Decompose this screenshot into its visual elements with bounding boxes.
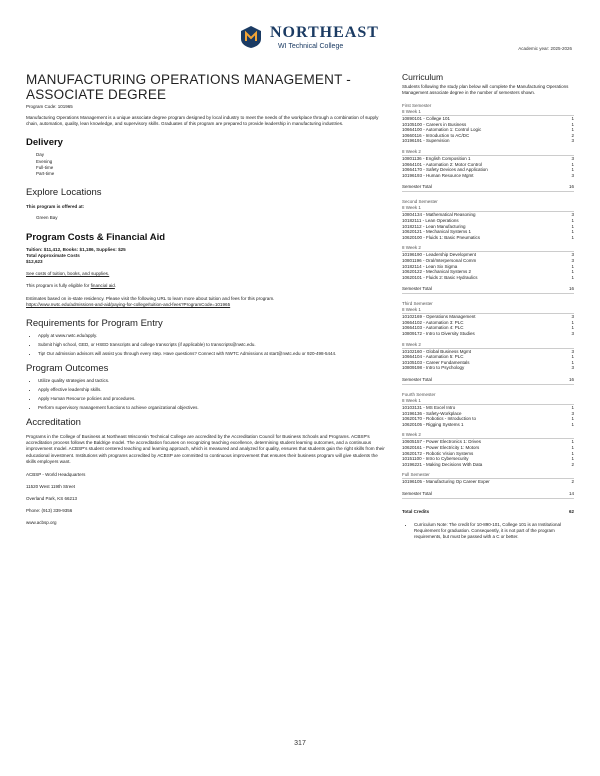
list-item: • Apply Human Resource policies and procedures. xyxy=(38,396,388,402)
course-credits: 3 xyxy=(571,348,574,354)
semester-name: Second Semester xyxy=(402,199,438,205)
week-label: 8 Week 1 xyxy=(402,398,421,404)
logo-subtitle: WI Technical College xyxy=(278,43,344,50)
course-credits: 1 xyxy=(571,274,574,280)
delivery-heading: Delivery xyxy=(26,137,63,149)
course-credits: 3 xyxy=(571,257,574,263)
outcomes-list xyxy=(26,378,388,411)
list-item: • Tip! Our admission advisors will assist you through every step. Have questions? Connect with NWTC Admissions at start@nwtc.edu or 920-498-5444. xyxy=(38,351,388,357)
financial-aid-link[interactable]: financial aid xyxy=(90,283,115,289)
course-name: 10196191 - Supervision xyxy=(402,138,450,144)
estimate-note: Estimates based on in-state residency. Please visit the following URL to learn more about tuition and fees for this program. xyxy=(26,295,275,301)
requirements-list xyxy=(26,333,388,357)
locations-heading: Explore Locations xyxy=(26,187,102,199)
delivery-list xyxy=(26,152,388,177)
semester-total-label: Semester Total xyxy=(402,184,432,190)
course-name: 10620172 - Robotic Vision Systems xyxy=(402,450,474,456)
offered-at-label: This program is offered at: xyxy=(26,204,85,210)
course-credits: 1 xyxy=(571,223,574,229)
semester-total-row xyxy=(402,184,574,192)
course-credits: 1 xyxy=(571,439,574,445)
course-credits: 1 xyxy=(571,359,574,365)
week-label: 8 Week 1 xyxy=(402,205,421,211)
week-label: 8 Week 2 xyxy=(402,432,421,438)
semester-total-row xyxy=(402,377,574,385)
course-name: 10605157 - Power Electronics 1: Drives xyxy=(402,439,482,445)
course-credits: 3 xyxy=(571,252,574,258)
semester-name: Fourth Semester xyxy=(402,392,436,398)
course-credits: 3 xyxy=(571,410,574,416)
eligibility-prefix: This program is fully eligible for xyxy=(26,283,91,289)
course-name: 10105100 - Careers in Business xyxy=(402,121,467,127)
course-credits: 3 xyxy=(571,212,574,218)
semester-name: Third Semester xyxy=(402,301,433,307)
course-name: 10620100 - Fluids 1: Basic Pneumatics xyxy=(402,234,481,240)
semester-total-label: Semester Total xyxy=(402,286,432,292)
program-description: Manufacturing Operations Management is a unique associate degree program designed by local industry to meet the needs of the workplace through a combination of supply chain, automation, quality, lean knowledge, and supervisory skills. Graduates of this program are prepared to provide leadership in manufacturing industries. xyxy=(26,115,379,127)
semester-total-row xyxy=(402,286,574,294)
total-costs-label: Total Approximate Costs xyxy=(26,252,80,258)
course-row xyxy=(402,365,574,371)
course-name: 10804134 - Mathematical Reasoning xyxy=(402,212,476,218)
curriculum-panel xyxy=(402,72,574,540)
course-credits: 3 xyxy=(571,331,574,337)
course-credits: 1 xyxy=(571,263,574,269)
course-name: 10182114 - Lean Six Sigma xyxy=(402,263,458,269)
course-name: 10664100 - Automation 1: Control Logic xyxy=(402,127,482,133)
estimate-text xyxy=(26,296,388,308)
academic-year: Academic year: 2025-2026 xyxy=(518,46,572,51)
course-name: 10620105 - Rigging Systems 1 xyxy=(402,421,464,427)
course-credits: 1 xyxy=(571,319,574,325)
course-name: 10620161 - Power Electricity 1: Motors xyxy=(402,445,480,450)
course-name: 10664101 - Automation 2: Motor Control xyxy=(402,161,483,167)
course-credits: 1 xyxy=(571,217,574,223)
course-name: 10182112 - Lean Manufacturing xyxy=(402,223,466,229)
semester-total-value: 16 xyxy=(568,184,574,190)
week-label: Full Semester xyxy=(402,472,430,478)
course-credits: 1 xyxy=(571,161,574,167)
course-credits: 1 xyxy=(571,116,574,121)
course-row xyxy=(402,138,574,144)
list-item: • Apply at www.nwtc.edu/apply. xyxy=(38,333,388,339)
course-credits: 2 xyxy=(571,132,574,138)
semester-total-row xyxy=(402,491,574,499)
course-name: 10196193 - Human Resource Mgmt xyxy=(402,172,474,178)
course-credits: 3 xyxy=(571,172,574,178)
total-costs-value: $12,623 xyxy=(26,259,43,265)
address-line: ACBSP - World Headquarters xyxy=(26,472,86,478)
course-name: 10801196 - Oral/Interpersonal Comm xyxy=(402,257,477,263)
tuition-url-link[interactable]: https://www.nwtc.edu/admissions-and-aid/paying-for-college/tuition-and-fees?ProgramCode=101965 xyxy=(26,301,231,307)
course-credits: 3 xyxy=(571,314,574,320)
course-credits: 1 xyxy=(571,167,574,173)
course-credits: 1 xyxy=(571,229,574,235)
curriculum-heading: Curriculum xyxy=(402,72,444,82)
course-row xyxy=(402,422,574,428)
course-name: 10620101 - Fluids 2: Basic Hydraulics xyxy=(402,274,478,280)
course-name: 10103131 - MS Excel Intro xyxy=(402,405,456,411)
course-credits: 1 xyxy=(571,416,574,422)
course-name: 10105103 - Career Fundamentals xyxy=(402,359,470,365)
costs-heading: Program Costs & Financial Aid xyxy=(26,231,166,243)
course-name: 10809198 - Intro to Psychology xyxy=(402,365,465,371)
semester-name: First Semester xyxy=(402,103,432,108)
week-label: 8 Week 1 xyxy=(402,307,421,313)
course-name: 10664103 - Automation 4: PLC xyxy=(402,325,464,331)
accreditation-heading: Accreditation xyxy=(26,417,81,429)
outcomes-heading: Program Outcomes xyxy=(26,363,109,375)
course-credits: 1 xyxy=(571,121,574,127)
week-label: 8 Week 2 xyxy=(402,341,421,347)
list-item: Full-time xyxy=(36,164,54,170)
course-name: 10196221 - Making Decisions With Data xyxy=(402,461,483,467)
total-credits-row xyxy=(402,509,574,514)
course-credits: 1 xyxy=(571,421,574,427)
course-credits: 1 xyxy=(571,456,574,462)
curriculum-note xyxy=(402,522,574,540)
course-name: 10620121 - Mechanical Systems 1 xyxy=(402,229,472,235)
course-name: 10620122 - Mechanical Systems 2 xyxy=(402,269,472,275)
course-name: 10664104 - Automation 5: PLC xyxy=(402,354,464,360)
program-title: MANUFACTURING OPERATIONS MANAGEMENT - ASSOCIATE DEGREE xyxy=(26,72,351,102)
total-credits-label: Total Credits xyxy=(402,508,430,514)
address-line: 11520 West 119th Street xyxy=(26,484,76,490)
college-logo[interactable] xyxy=(240,22,379,56)
requirements-heading: Requirements for Program Entry xyxy=(26,318,163,330)
course-credits: 1 xyxy=(571,269,574,275)
course-credits: 2 xyxy=(571,479,574,485)
course-name: 10196136 - Safety-Workplace xyxy=(402,410,462,416)
semester-list xyxy=(402,103,574,499)
course-name: 10182111 - Lean Operations xyxy=(402,217,459,223)
logo-mark-icon xyxy=(240,25,262,49)
course-row xyxy=(402,275,574,281)
course-credits: 1 xyxy=(571,354,574,360)
address-line: Overland Park, KS 66213 xyxy=(26,496,78,502)
course-name: 10664102 - Automation 3: PLC xyxy=(402,319,464,325)
course-row xyxy=(402,331,574,337)
eligibility-suffix: . xyxy=(114,283,117,289)
course-name: 10809172 - Intro to Diversity Studies xyxy=(402,331,475,337)
page-number: 317 xyxy=(294,740,306,747)
list-item: Evening xyxy=(36,158,53,164)
logo-name: NORTHEAST xyxy=(270,24,379,41)
course-credits: 1 xyxy=(571,445,574,450)
course-name: 10660116 - Introduction to AC/DC xyxy=(402,132,470,138)
course-name: 10102169 - Operations Management xyxy=(402,314,476,320)
course-credits: 3 xyxy=(571,155,574,161)
course-credits: 3 xyxy=(571,365,574,371)
tuition-text: Tuition: $11,412, Books: $1,186, Supplies: $25 xyxy=(26,246,126,252)
total-credits-value: 62 xyxy=(568,508,574,514)
course-credits: 3 xyxy=(571,138,574,144)
program-details xyxy=(26,72,388,525)
accreditation-address xyxy=(26,472,388,525)
list-item: • Apply effective leadership skills. xyxy=(38,387,388,393)
list-item: • Utilize quality strategies and tactics. xyxy=(38,378,388,384)
list-item: Day xyxy=(36,152,45,158)
course-row xyxy=(402,462,574,468)
program-code: Program Code: 101965 xyxy=(26,104,73,109)
list-item: • Perform supervisory management functions to achieve organizational objectives. xyxy=(38,405,388,411)
course-row xyxy=(402,235,574,241)
list-item: Part-time xyxy=(36,171,55,177)
curriculum-intro: Students following the study plan below will complete the Manufacturing Operations Management associate degree in the number of semesters shown. xyxy=(402,84,569,95)
course-credits: 1 xyxy=(571,450,574,456)
semester-total-label: Semester Total xyxy=(402,490,432,496)
semester-total-value: 16 xyxy=(568,377,574,383)
course-credits: 1 xyxy=(571,127,574,133)
accreditor-website-link[interactable]: www.acbsp.org xyxy=(26,520,57,526)
course-row xyxy=(402,173,574,179)
semester-total-label: Semester Total xyxy=(402,377,432,383)
semester-total-value: 16 xyxy=(568,286,574,292)
course-name: 10664170 - Safety Devices and Application xyxy=(402,167,488,173)
locations-list xyxy=(26,215,388,221)
course-name: 10102160 - Global Business Mgmt xyxy=(402,348,472,354)
course-name: 10620170 - Robotics - Introduction to xyxy=(402,416,477,422)
eligibility-text xyxy=(26,283,388,289)
course-credits: 1 xyxy=(571,234,574,240)
week-label: 8 Week 2 xyxy=(402,245,421,251)
course-name: 10890101 - College 101 xyxy=(402,116,451,121)
list-item: • Curriculum Note: The credit for 10-890-101, College 101 is an Institutional Requirement for graduation. Consequently, it is not part of the program requirements, but must be passed with a C or better. xyxy=(414,522,574,540)
course-name: 10801136 - English Composition 1 xyxy=(402,155,471,161)
course-name: 10151100 - Intro to Cybersecurity xyxy=(402,456,469,462)
address-line: Phone: (913) 339-9356 xyxy=(26,508,73,514)
week-label: 8 Week 2 xyxy=(402,148,421,154)
list-item: • Submit high school, GED, or HSED transcripts and college transcripts (if applicable) to transcripts@nwtc.edu. xyxy=(38,342,388,348)
semester-total-value: 14 xyxy=(568,490,574,496)
course-name: 10196190 - Leadership Development xyxy=(402,252,477,258)
accreditation-text: Programs in the College of Business at Northeast Wisconsin Technical College are accredited by the Accreditation Council for Business Schools and Programs. ACBSP's accreditation process follows the Baldrige model. The accreditation focuses on recognizing teaching excellence, determining student learning outcomes, and a continuous improvement model. ACBSP's student centered teaching and learning approach, which is measured and analyzed for quality, ensures that students gain the right skills from their educational investment. Institutions with programs accredited by ACBSP are committed to continuous improvement that ensures their business program will give students the skills employers want. xyxy=(26,434,385,464)
week-label: 8 Week 1 xyxy=(402,109,421,114)
page-header xyxy=(0,0,600,62)
costs-link[interactable]: See costs of tuition, books, and supplies. xyxy=(26,271,110,277)
course-row xyxy=(402,479,574,485)
list-item[interactable]: Green Bay xyxy=(36,215,58,221)
course-credits: 1 xyxy=(571,325,574,331)
course-credits: 2 xyxy=(571,461,574,467)
course-credits: 1 xyxy=(571,405,574,411)
course-name: 10196105 - Manufacturing Op Career Exper xyxy=(402,479,490,485)
